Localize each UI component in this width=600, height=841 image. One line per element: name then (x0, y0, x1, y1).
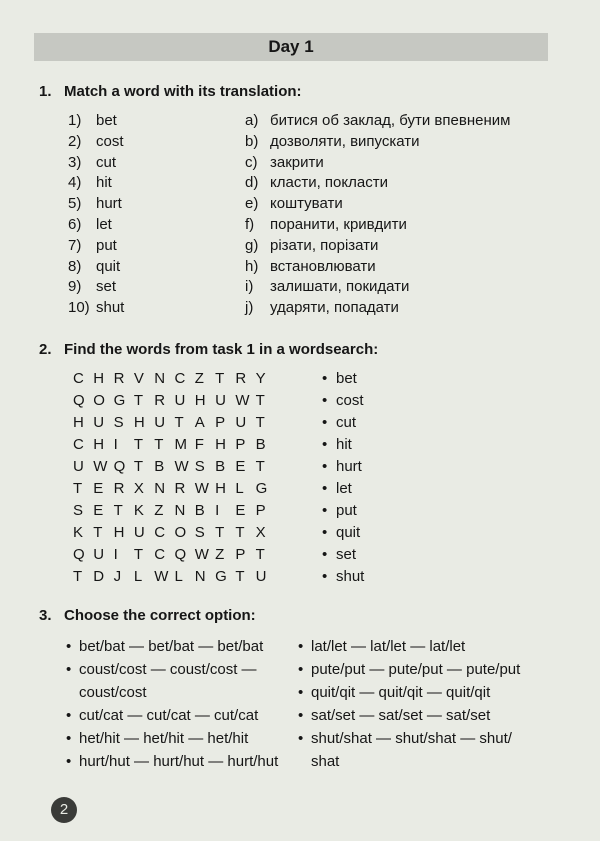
grid-letter: G (215, 568, 227, 585)
word-number: 10) (68, 299, 90, 317)
grid-letter: T (255, 392, 265, 409)
wordsearch-word (322, 390, 364, 412)
grid-letter: H (93, 436, 105, 453)
translation-text: поранити, кривдити (270, 215, 407, 233)
grid-letter: H (194, 392, 206, 409)
grid-letter: T (93, 524, 103, 541)
grid-letter: C (154, 546, 166, 563)
word-number: 4) (68, 174, 82, 192)
grid-letter: N (154, 370, 166, 387)
grid-letter: S (194, 524, 205, 541)
bullet-icon: • (322, 414, 328, 431)
grid-letter: U (154, 414, 166, 431)
grid-letter: H (215, 436, 226, 453)
option-item (66, 727, 278, 750)
grid-letter: S (113, 414, 124, 431)
translation-text: залишати, покидати (270, 278, 410, 296)
grid-letter: Z (154, 502, 164, 519)
grid-letter: U (215, 392, 226, 409)
grid-row (73, 368, 276, 390)
word-item (68, 277, 124, 298)
grid-letter: H (133, 414, 145, 431)
bullet-icon: • (298, 730, 304, 747)
grid-letter: K (133, 502, 144, 519)
grid-letter: T (133, 436, 144, 453)
grid-letter: C (73, 436, 84, 453)
page-number: 2 (51, 797, 77, 823)
bullet-icon: • (298, 638, 304, 655)
word-number: 3) (68, 153, 82, 171)
option-text: coust/cost — coust/cost — (79, 661, 257, 678)
grid-letter: L (133, 568, 143, 585)
translation-item (245, 298, 510, 319)
word-number: 8) (68, 257, 82, 275)
header-bar (34, 33, 548, 61)
grid-letter: W (194, 480, 209, 497)
word-text: put (96, 236, 117, 254)
wordsearch-word (322, 478, 364, 500)
word-number: 2) (68, 132, 82, 150)
grid-letter: U (174, 392, 186, 409)
wordsearch-word-text: put (336, 502, 357, 519)
grid-letter: H (113, 524, 125, 541)
translation-item (245, 111, 510, 132)
wordsearch-word-text: cost (336, 392, 364, 409)
word-text: cut (96, 153, 117, 171)
wordsearch-word-text: cut (336, 414, 357, 431)
bullet-icon: • (322, 524, 328, 541)
translation-letter: f) (245, 215, 255, 233)
option-item (298, 658, 520, 681)
translation-letter: d) (245, 174, 259, 192)
word-item (68, 153, 124, 174)
grid-letter: B (194, 502, 205, 519)
word-number: 1) (68, 112, 82, 129)
grid-letter: U (93, 546, 105, 563)
task1-heading (39, 83, 302, 100)
translation-letter: j) (245, 299, 254, 317)
wordsearch-word-list (322, 368, 364, 588)
word-item (68, 298, 124, 319)
task3-heading (39, 607, 256, 624)
grid-letter: C (174, 370, 186, 387)
grid-letter: R (154, 392, 166, 409)
translation-text: різати, порізати (270, 236, 379, 254)
option-item (66, 658, 278, 681)
grid-row (73, 500, 276, 522)
option-text: shut/shat — shut/shat — shut/ (311, 730, 512, 747)
wordsearch-word-text: hit (336, 436, 352, 453)
grid-letter: O (174, 524, 187, 541)
wordsearch-word (322, 522, 364, 544)
grid-letter: T (255, 546, 265, 563)
task2-title: Find the words from task 1 in a wordsearch: (64, 341, 379, 358)
grid-letter: V (133, 370, 144, 387)
word-text: hit (96, 174, 112, 192)
translation-item (245, 277, 510, 298)
grid-letter: N (154, 480, 166, 497)
word-text: set (96, 278, 117, 296)
wordsearch-word-text: bet (336, 370, 357, 387)
bullet-icon: • (322, 568, 328, 585)
wordsearch-word-text: let (336, 480, 352, 497)
grid-letter: P (235, 546, 246, 563)
word-text: quit (96, 257, 121, 275)
grid-letter: T (215, 370, 225, 387)
grid-letter: Q (73, 392, 85, 409)
grid-letter: P (215, 414, 226, 431)
wordsearch-word-text: quit (336, 524, 361, 541)
translation-letter: g) (245, 236, 259, 254)
grid-letter: T (113, 502, 123, 519)
wordsearch-word (322, 566, 364, 588)
page-title: Day 1 (268, 37, 314, 56)
translation-item (245, 257, 510, 278)
grid-letter: J (113, 568, 122, 585)
word-item (68, 215, 124, 236)
grid-letter: E (93, 480, 104, 497)
grid-letter: U (255, 568, 267, 585)
translation-letter: a) (245, 112, 259, 129)
wordsearch-word (322, 456, 364, 478)
grid-letter: T (133, 458, 144, 475)
wordsearch-word-text: shut (336, 568, 365, 585)
word-number: 5) (68, 195, 82, 213)
option-continuation: coust/cost (79, 684, 147, 701)
grid-letter: W (174, 458, 189, 475)
task2-number: 2. (39, 341, 52, 358)
translation-text: встановлювати (270, 257, 376, 275)
translation-text: дозволяти, випускати (270, 132, 420, 150)
grid-letter: R (113, 480, 125, 497)
task3-title: Choose the correct option: (64, 607, 256, 624)
grid-letter: M (174, 436, 187, 453)
grid-letter: T (255, 414, 265, 431)
translation-text: коштувати (270, 195, 343, 213)
grid-row (73, 412, 276, 434)
translation-letter: c) (245, 153, 258, 171)
bullet-icon: • (322, 480, 328, 497)
grid-letter: O (93, 392, 105, 409)
grid-letter: Z (194, 370, 204, 387)
option-item (298, 704, 520, 727)
task3-number: 3. (39, 607, 52, 624)
grid-letter: Y (255, 370, 266, 387)
word-text: let (96, 215, 112, 233)
grid-letter: P (255, 502, 266, 519)
option-text: het/hit — het/hit — het/hit (79, 730, 249, 747)
grid-letter: T (133, 392, 144, 409)
translation-list (245, 111, 510, 319)
word-number: 9) (68, 278, 82, 296)
grid-letter: H (215, 480, 226, 497)
grid-letter: B (255, 436, 266, 453)
grid-letter: U (73, 458, 84, 475)
options-left-column (66, 635, 278, 773)
wordsearch-word-text: set (336, 546, 357, 563)
grid-letter: T (235, 568, 245, 585)
grid-letter: T (235, 524, 245, 541)
translation-letter: b) (245, 132, 259, 150)
translation-letter: i) (245, 278, 254, 296)
bullet-icon: • (66, 661, 72, 678)
word-item (68, 173, 124, 194)
grid-letter: R (174, 480, 186, 497)
grid-letter: T (73, 568, 83, 585)
word-number: 6) (68, 215, 82, 233)
grid-letter: H (73, 414, 84, 431)
option-item (66, 750, 278, 773)
bullet-icon: • (298, 707, 304, 724)
option-item (298, 681, 520, 704)
wordsearch-word (322, 434, 364, 456)
grid-row (73, 434, 276, 456)
grid-letter: E (235, 502, 246, 519)
grid-letter: T (133, 546, 144, 563)
grid-letter: G (255, 480, 268, 497)
grid-letter: S (194, 458, 205, 475)
grid-letter: D (93, 568, 105, 585)
task2-heading (39, 341, 378, 358)
bullet-icon: • (322, 502, 328, 519)
word-text: shut (96, 299, 125, 317)
grid-letter: R (113, 370, 125, 387)
translation-item (245, 236, 510, 257)
word-item (68, 111, 124, 132)
wordsearch-word (322, 500, 364, 522)
task1-number: 1. (39, 83, 52, 100)
option-item (298, 727, 520, 750)
grid-letter: Q (174, 546, 187, 563)
grid-row (73, 478, 276, 500)
option-text: cut/cat — cut/cat — cut/cat (79, 707, 259, 724)
grid-letter: Q (73, 546, 85, 563)
wordsearch-word (322, 544, 364, 566)
grid-letter: U (133, 524, 145, 541)
wordsearch-word (322, 368, 364, 390)
grid-letter: I (215, 502, 220, 519)
grid-letter: W (154, 568, 169, 585)
bullet-icon: • (322, 370, 328, 387)
grid-letter: Q (113, 458, 126, 475)
grid-letter: P (235, 436, 246, 453)
translation-item (245, 215, 510, 236)
word-item (68, 257, 124, 278)
bullet-icon: • (66, 638, 72, 655)
option-text: pute/put — pute/put — pute/put (311, 661, 521, 678)
grid-letter: T (174, 414, 184, 431)
bullet-icon: • (66, 707, 72, 724)
option-item (66, 704, 278, 727)
grid-letter: I (113, 546, 118, 563)
grid-letter: B (154, 458, 165, 475)
translation-item (245, 153, 510, 174)
grid-letter: N (174, 502, 186, 519)
word-item (68, 194, 124, 215)
translation-text: класти, покласти (270, 174, 388, 192)
grid-letter: N (194, 568, 206, 585)
word-text: cost (96, 132, 124, 150)
grid-letter: R (235, 370, 247, 387)
grid-letter: G (113, 392, 126, 409)
option-item (298, 635, 520, 658)
grid-letter: W (235, 392, 250, 409)
grid-letter: T (154, 436, 164, 453)
grid-letter: H (93, 370, 105, 387)
grid-letter: S (73, 502, 84, 519)
bullet-icon: • (322, 458, 328, 475)
grid-row (73, 544, 276, 566)
options-right-column (298, 635, 520, 773)
bullet-icon: • (66, 730, 72, 747)
translation-letter: e) (245, 195, 259, 213)
translation-text: битися об заклад, бути впевненим (270, 112, 511, 129)
option-text: sat/set — sat/set — sat/set (311, 707, 491, 724)
bullet-icon: • (322, 392, 328, 409)
option-text: lat/let — lat/let — lat/let (311, 638, 466, 655)
grid-letter: T (215, 524, 225, 541)
grid-letter: A (194, 414, 205, 431)
option-continuation: shat (311, 753, 340, 770)
grid-letter: L (174, 568, 183, 585)
task1-title: Match a word with its translation: (64, 83, 302, 100)
grid-letter: X (255, 524, 266, 541)
grid-letter: W (194, 546, 209, 563)
word-item (68, 236, 124, 257)
translation-text: ударяти, попадати (270, 299, 399, 317)
grid-row (73, 456, 276, 478)
option-item (66, 635, 278, 658)
grid-row (73, 390, 276, 412)
word-number: 7) (68, 236, 82, 254)
grid-letter: B (215, 458, 226, 475)
word-item (68, 132, 124, 153)
bullet-icon: • (322, 436, 328, 453)
grid-letter: U (235, 414, 247, 431)
grid-letter: T (73, 480, 83, 497)
bullet-icon: • (298, 684, 304, 701)
translation-item (245, 194, 510, 215)
bullet-icon: • (298, 661, 304, 678)
bullet-icon: • (66, 753, 72, 770)
option-text: bet/bat — bet/bat — bet/bat (79, 638, 264, 655)
grid-letter: C (73, 370, 84, 387)
grid-letter: Z (215, 546, 225, 563)
grid-letter: C (154, 524, 166, 541)
grid-letter: T (255, 458, 265, 475)
grid-letter: I (113, 436, 118, 453)
translation-item (245, 132, 510, 153)
translation-letter: h) (245, 257, 259, 275)
grid-letter: F (194, 436, 204, 453)
wordsearch-word-text: hurt (336, 458, 362, 475)
wordsearch-grid (73, 368, 276, 588)
grid-letter: E (235, 458, 246, 475)
option-text: hurt/hut — hurt/hut — hurt/hut (79, 753, 279, 770)
grid-row (73, 566, 276, 588)
wordsearch-word (322, 412, 364, 434)
bullet-icon: • (322, 546, 328, 563)
grid-letter: X (133, 480, 144, 497)
grid-letter: K (73, 524, 84, 541)
translation-item (245, 173, 510, 194)
translation-text: закрити (270, 153, 324, 171)
word-list (68, 111, 124, 319)
grid-row (73, 522, 276, 544)
grid-letter: E (93, 502, 104, 519)
grid-letter: W (93, 458, 108, 475)
word-text: hurt (96, 195, 122, 213)
grid-letter: U (93, 414, 105, 431)
word-text: bet (96, 112, 117, 129)
grid-letter: L (235, 480, 244, 497)
option-text: quit/qit — quit/qit — quit/qit (311, 684, 491, 701)
